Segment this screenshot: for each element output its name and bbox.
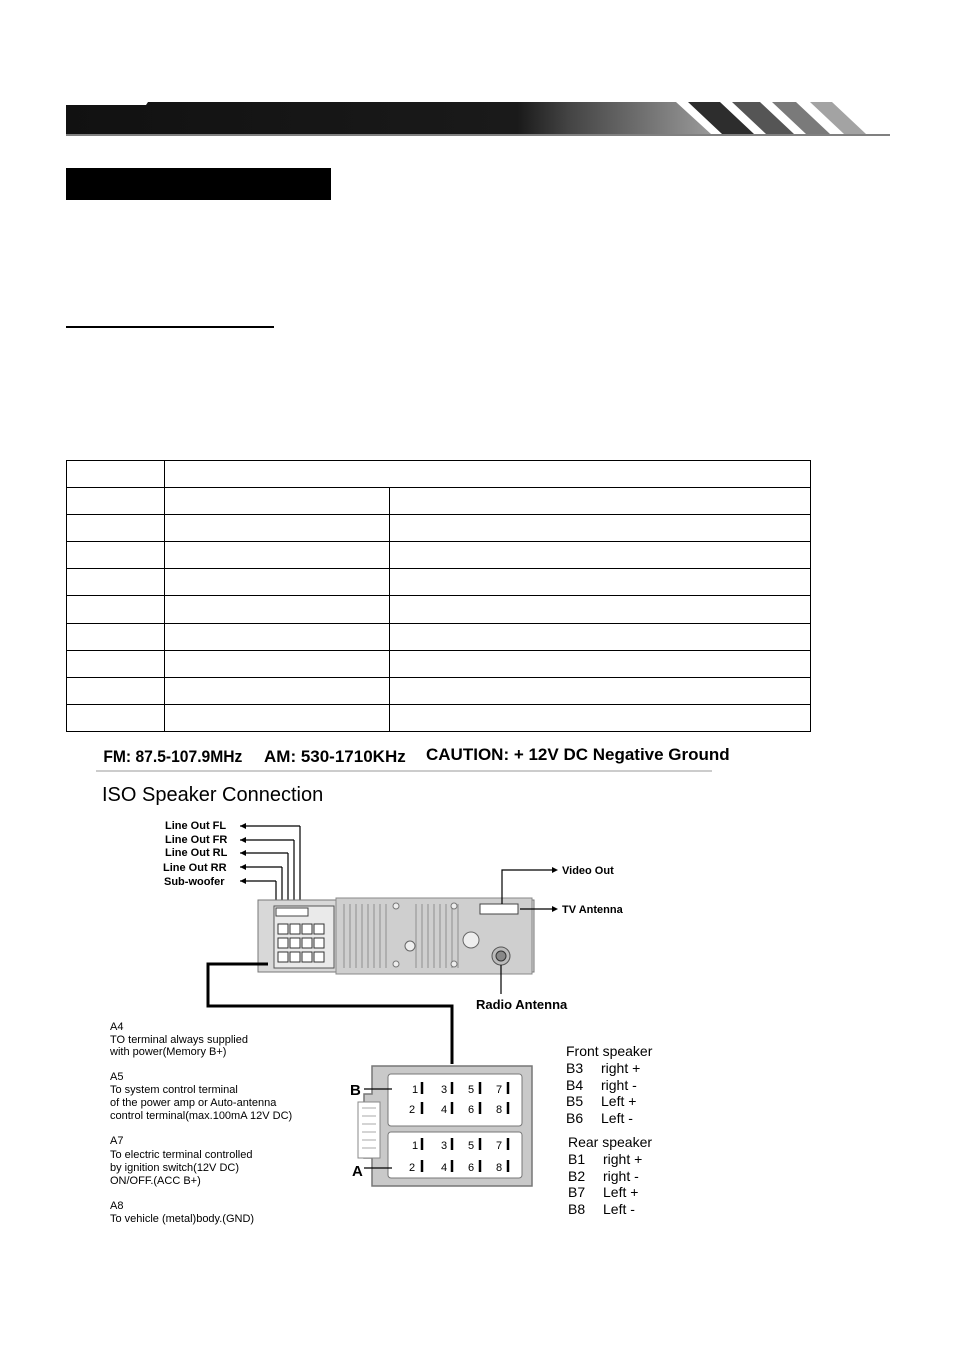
table-row [67, 542, 811, 569]
pin-label: 3 [441, 1140, 448, 1152]
front-speaker-pin: B6 [566, 1110, 584, 1126]
pin-label: 1 [412, 1140, 419, 1152]
terminal-a7-id: A7 [110, 1135, 124, 1147]
diagram-title: ISO Speaker Connection [102, 784, 324, 806]
table-row [67, 596, 811, 623]
rear-speaker-pin: B7 [568, 1184, 586, 1200]
section-heading-box [66, 168, 331, 200]
table-cell [67, 461, 165, 488]
spec-table [66, 460, 811, 732]
table-row [67, 569, 811, 596]
rear-speaker-pin: B1 [568, 1151, 586, 1167]
rear-speaker-desc: right + [603, 1151, 643, 1167]
table-row [67, 623, 811, 650]
table-row [67, 488, 811, 515]
pin-label: 4 [441, 1104, 448, 1116]
pin-label: 7 [496, 1084, 503, 1096]
front-speaker-desc: Left - [601, 1110, 633, 1126]
pin-label: 3 [441, 1084, 448, 1096]
line-out-rr-label: Line Out RR [163, 862, 227, 874]
pin-label: 2 [409, 1104, 416, 1116]
table-row [67, 515, 811, 542]
line-out-fl-label: Line Out FL [165, 820, 227, 832]
line-out-fr-label: Line Out FR [165, 834, 228, 846]
header-banner [66, 100, 890, 136]
front-speaker-list [566, 1043, 653, 1126]
pin-label: 6 [468, 1104, 475, 1116]
terminal-a7-line: To electric terminal controlled [110, 1149, 253, 1161]
pin-label: 1 [412, 1084, 419, 1096]
front-speaker-pin: B4 [566, 1077, 584, 1093]
front-speaker-title: Front speaker [566, 1043, 653, 1059]
terminal-a8-id: A8 [110, 1200, 124, 1212]
terminal-a7-line: by ignition switch(12V DC) [110, 1162, 239, 1174]
connector-a-label: A [352, 1163, 363, 1180]
wiring-diagram [96, 738, 816, 1238]
sub-woofer-label: Sub-woofer [164, 876, 225, 888]
terminal-a7-line: ON/OFF.(ACC B+) [110, 1175, 201, 1187]
line-out-rl-label: Line Out RL [165, 847, 228, 859]
terminal-a5-line: To system control terminal [110, 1084, 238, 1096]
rear-speaker-desc: right - [603, 1168, 639, 1184]
pin-label: 2 [409, 1162, 416, 1174]
terminal-a5-line: control terminal(max.100mA 12V DC) [110, 1110, 293, 1122]
rear-speaker-desc: Left - [603, 1201, 635, 1217]
table-row [67, 461, 811, 488]
rear-speaker-pin: B8 [568, 1201, 586, 1217]
connector-b-label: B [350, 1082, 361, 1099]
pin-label: 8 [496, 1162, 503, 1174]
video-out-label: Video Out [562, 865, 614, 877]
pin-label: 6 [468, 1162, 475, 1174]
terminal-a4-line: TO terminal always supplied [110, 1034, 248, 1046]
radio-antenna-label: Radio Antenna [476, 997, 568, 1012]
terminal-a5-line: of the power amp or Auto-antenna [110, 1097, 277, 1109]
tv-antenna-label: TV Antenna [562, 904, 623, 916]
pin-label: 7 [496, 1140, 503, 1152]
table-cell [165, 461, 811, 488]
table-row [67, 677, 811, 704]
terminal-a4-line: with power(Memory B+) [110, 1046, 227, 1058]
front-speaker-desc: right - [601, 1077, 637, 1093]
iso-connector [350, 1066, 532, 1186]
rear-speaker-title: Rear speaker [568, 1134, 653, 1150]
terminal-a5-id: A5 [110, 1071, 124, 1083]
harness-wire [208, 964, 452, 1064]
caution-label: CAUTION: + 12V DC Negative Ground [426, 745, 730, 764]
terminal-a4-id: A4 [110, 1021, 124, 1033]
line-out-wires [240, 826, 300, 910]
rear-speaker-list [568, 1134, 652, 1217]
rear-speaker-desc: Left + [603, 1184, 639, 1200]
pin-label: 5 [468, 1140, 475, 1152]
pin-label: 8 [496, 1104, 503, 1116]
rear-speaker-pin: B2 [568, 1168, 586, 1184]
am-band-label: AM: 530-1710KHz [264, 747, 406, 766]
front-speaker-pin: B3 [566, 1060, 584, 1076]
front-speaker-pin: B5 [566, 1093, 584, 1109]
terminal-a8-line: To vehicle (metal)body.(GND) [110, 1213, 255, 1225]
table-row [67, 650, 811, 677]
table-row [67, 704, 811, 731]
line-out-labels [163, 820, 228, 888]
subheading-underline [66, 326, 274, 328]
head-unit-rear [258, 898, 534, 974]
pin-label: 4 [441, 1162, 448, 1174]
front-speaker-desc: Left + [601, 1093, 637, 1109]
pin-label: 5 [468, 1084, 475, 1096]
terminal-descriptions [109, 1021, 292, 1225]
fm-band-label: FM: 87.5-107.9MHz [103, 747, 243, 767]
front-speaker-desc: right + [601, 1060, 641, 1076]
